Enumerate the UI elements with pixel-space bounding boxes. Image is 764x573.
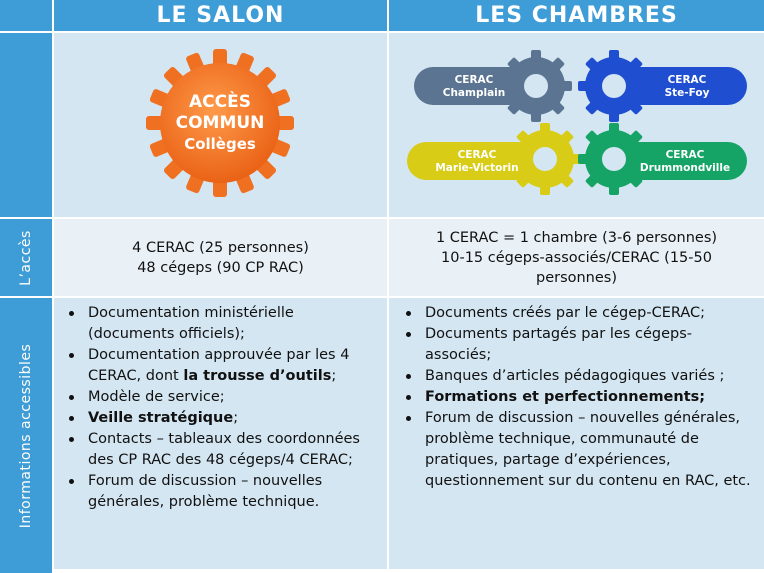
pill-champlain-line1: CERAC bbox=[454, 74, 494, 86]
cerac-pills bbox=[389, 33, 764, 217]
list-item: Forum de discussion – nouvelles générales, problème technique. bbox=[88, 471, 379, 513]
salon-informations-list bbox=[58, 303, 379, 513]
badge-line-1: ACCÈS bbox=[189, 92, 251, 112]
list-item: Documentation ministérielle (documents officiels); bbox=[88, 303, 379, 345]
informations-label-cell bbox=[0, 298, 52, 573]
salon-acces-cell bbox=[54, 219, 387, 296]
cerac-stefoy-pill bbox=[578, 50, 747, 122]
pill-stefoy-line2: Ste-Foy bbox=[664, 87, 710, 99]
cerac-champlain-pill bbox=[414, 50, 572, 122]
header-chambres: LES CHAMBRES bbox=[389, 0, 764, 31]
pill-drummondville-line1: CERAC bbox=[665, 149, 705, 161]
cerac-marie-victorin-pill bbox=[407, 123, 581, 195]
chambres-acces-cell bbox=[389, 219, 764, 296]
list-item: Contacts – tableaux des coordonnées des CP RAC des 48 cégeps/4 CERAC; bbox=[88, 429, 379, 471]
chambres-acces-line: personnes) bbox=[535, 269, 618, 286]
chambres-logo-cell bbox=[389, 33, 764, 217]
salon-informations-cell bbox=[54, 298, 387, 569]
chambres-informations-list bbox=[395, 303, 756, 492]
corner-cell bbox=[0, 0, 52, 31]
acces-label: L’accès bbox=[18, 229, 34, 286]
badge-line-3: Collèges bbox=[184, 135, 256, 153]
list-item: Formations et perfectionnements; bbox=[425, 387, 756, 408]
list-item: Forum de discussion – nouvelles générales, problème technique, communauté de pratiques, partage d’expériences, questionnement sur du contenu en RAC, etc. bbox=[425, 408, 756, 492]
acces-commun-gear-icon bbox=[54, 33, 387, 217]
pill-stefoy-line1: CERAC bbox=[667, 74, 707, 86]
pill-drummondville-line2: Drummondville bbox=[639, 162, 731, 174]
list-item: Documents créés par le cégep-CERAC; bbox=[425, 303, 756, 324]
list-item: Veille stratégique; bbox=[88, 408, 379, 429]
badge-line-2: COMMUN bbox=[175, 113, 265, 133]
chambres-informations-cell bbox=[389, 298, 764, 569]
acces-label-cell bbox=[0, 219, 52, 296]
list-item: Banques d’articles pédagogiques variés ; bbox=[425, 366, 756, 387]
list-item: Documentation approuvée par les 4 CERAC, dont la trousse d’outils; bbox=[88, 345, 379, 387]
informations-label: Informations accessibles bbox=[18, 343, 34, 528]
chambres-acces-line: 1 CERAC = 1 chambre (3-6 personnes) bbox=[435, 229, 718, 246]
list-item: Modèle de service; bbox=[88, 387, 379, 408]
cerac-drummondville-pill bbox=[578, 123, 747, 195]
pill-marie-victorin-line2: Marie-Victorin bbox=[435, 162, 519, 174]
salon-acces-line: 48 cégeps (90 CP RAC) bbox=[137, 259, 304, 276]
pill-marie-victorin-line1: CERAC bbox=[457, 149, 497, 161]
logo-row-side bbox=[0, 33, 52, 217]
header-salon: LE SALON bbox=[54, 0, 387, 31]
chambres-acces-line: 10-15 cégeps-associés/CERAC (15-50 bbox=[441, 249, 712, 266]
salon-logo-cell bbox=[54, 33, 387, 217]
list-item: Documents partagés par les cégeps-associés; bbox=[425, 324, 756, 366]
pill-champlain-line2: Champlain bbox=[442, 87, 506, 99]
salon-acces-line: 4 CERAC (25 personnes) bbox=[132, 239, 309, 256]
